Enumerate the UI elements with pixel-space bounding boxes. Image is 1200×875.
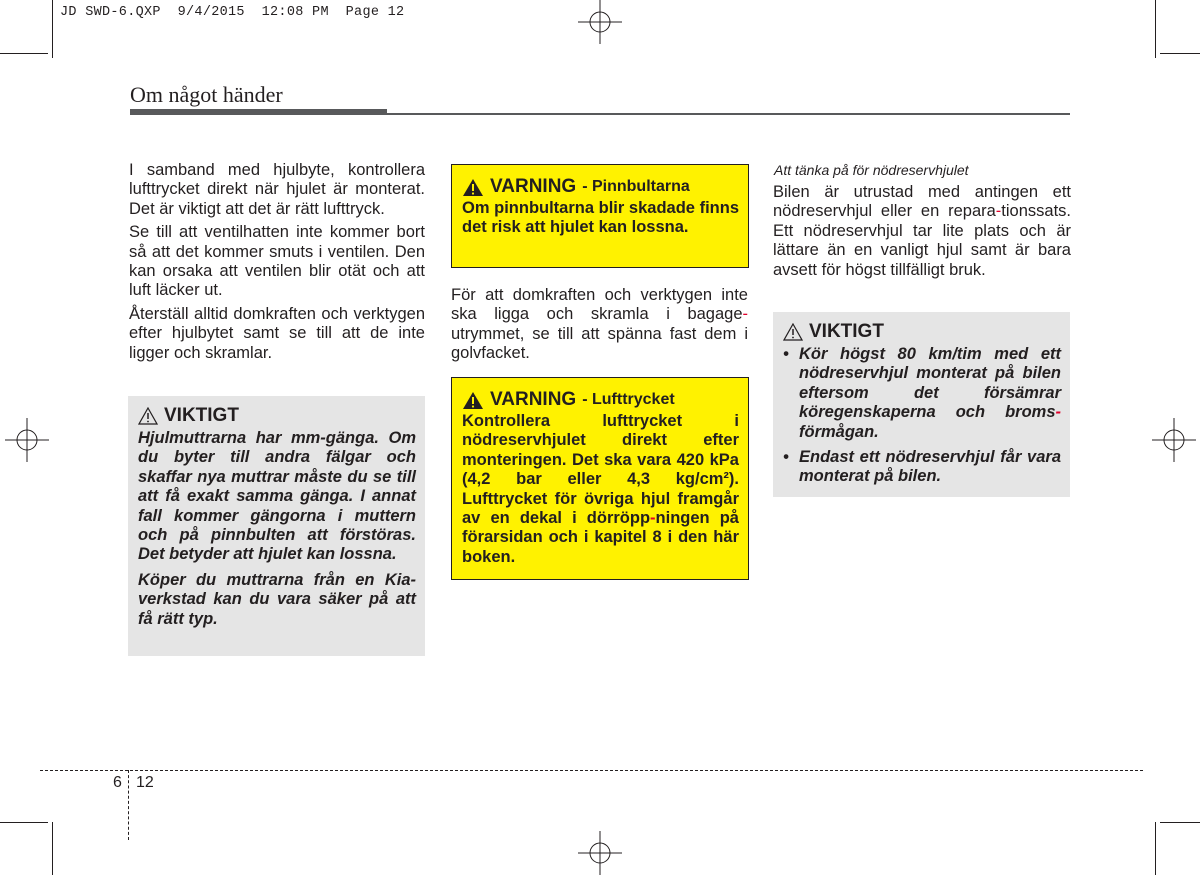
registration-mark-icon: [5, 418, 49, 462]
viktigt-paragraph: Hjulmuttrarna har mm-gänga. Om du byter till andra fälgar och skaffar nya muttrar måste du se till att få exakt samma gänga. I annat fall kommer gängorna i muttern och på pinnbulten att förstöras. Det betyder att hjulet kan lossna.: [138, 429, 416, 564]
paragraph: Återställ alltid domkraften och verktygen efter hjulbytet samt se till att de inte ligger och skramlar.: [129, 304, 425, 362]
crop-mark: [1155, 0, 1156, 58]
warning-box: [451, 377, 749, 580]
registration-mark-icon: [1152, 418, 1196, 462]
title-bar: [130, 109, 387, 115]
viktigt-box: [773, 312, 1070, 497]
warning-label: VARNING: [490, 176, 577, 197]
column-3-text: [773, 183, 1071, 284]
caution-triangle-icon: [138, 407, 158, 425]
footer-divider: [128, 770, 129, 840]
viktigt-heading: [783, 321, 1061, 343]
warning-subject: - Lufttrycket: [582, 391, 675, 408]
warning-text-part: ningen på förarsidan och i kapitel 8 i den här boken.: [462, 509, 739, 566]
paragraph: I samband med hjulbyte, kontrollera lufttrycket direkt när hjulet är monterat. Det är viktigt att det är rätt lufttryck.: [129, 161, 425, 218]
crop-mark: [0, 53, 48, 54]
hyphen: -: [742, 305, 748, 324]
bullet-text: förmågan.: [799, 422, 879, 441]
subheading: Att tänka på för nödreservhjulet: [774, 162, 969, 178]
paragraph: tionssats. Ett nödreservhjul tar lite plats och är lättare än en vanligt hjul samt är bara avsett för högst tillfälligt bruk.: [773, 202, 1071, 279]
paragraph: För att domkraften och verktygen inte ska ligga och skramla i bagage: [451, 286, 748, 324]
caution-triangle-icon: [783, 323, 803, 341]
bullet-marker: •: [783, 448, 789, 467]
column-2-text: [451, 286, 748, 368]
paragraph: Bilen är utrustad med antingen ett nödreservhjul eller en repara: [773, 183, 1071, 221]
viktigt-label: VIKTIGT: [164, 405, 239, 426]
paragraph: Se till att ventilhatten inte kommer bort så att det kommer smuts i ventilen. Den kan orsaka att ventilen blir otät och att luft läcker ut.: [129, 223, 425, 300]
viktigt-label: VIKTIGT: [809, 321, 884, 342]
page-number: 12: [136, 774, 154, 791]
crop-mark: [1160, 53, 1200, 54]
crop-mark: [1155, 822, 1156, 875]
hyphen: -: [995, 202, 1002, 221]
warning-heading: [462, 176, 739, 198]
crop-mark: [0, 822, 48, 823]
warning-text-part: Kontrollera lufttrycket i nödreservhjulet direkt efter monteringen. Det ska vara 420 kPa (4,2 bar eller 4,3 kg/cm²). Lufttrycket för övriga hjul framgår av en dekal i dörröpp: [462, 412, 739, 528]
chapter-number: 6: [113, 774, 122, 791]
warning-heading: [462, 389, 739, 411]
warning-box: [451, 164, 749, 268]
viktigt-box: [128, 396, 425, 656]
hyphen: -: [1055, 403, 1061, 422]
bullet-text: Endast ett nödreservhjul får vara monterat på bilen.: [799, 448, 1061, 486]
section-title: Om något händer: [130, 82, 283, 107]
paragraph: utrymmet, se till att spänna fast dem i golvfacket.: [451, 324, 748, 363]
registration-mark-icon: [578, 0, 622, 44]
list-item: [783, 345, 1061, 442]
crop-mark: [52, 0, 53, 58]
column-1-text: [129, 161, 425, 367]
warning-text: Om pinnbultarna blir skadade finns det risk att hjulet kan lossna.: [462, 199, 739, 237]
warning-label: VARNING: [490, 389, 577, 410]
warning-text: [462, 412, 739, 567]
footer-rule: [40, 770, 1143, 771]
crop-mark: [1160, 822, 1200, 823]
crop-mark: [52, 822, 53, 875]
warning-triangle-icon: [462, 178, 484, 197]
title-rule: [387, 113, 1070, 115]
bullet-marker: •: [783, 345, 789, 363]
warning-triangle-icon: [462, 391, 484, 410]
registration-mark-icon: [578, 831, 622, 875]
print-header: JD SWD-6.QXP 9/4/2015 12:08 PM Page 12: [60, 5, 405, 20]
bullet-text: Kör högst 80 km/tim med ett nödreservhjul monterat på bilen eftersom det försämrar köregenskaperna och broms: [799, 345, 1061, 422]
hyphen: -: [650, 509, 656, 528]
viktigt-paragraph: Köper du muttrarna från en Kia-verkstad kan du vara säker på att få rätt typ.: [138, 570, 416, 628]
viktigt-bullets: [783, 345, 1061, 487]
list-item: [783, 448, 1061, 487]
warning-subject: - Pinnbultarna: [582, 178, 690, 195]
viktigt-heading: [138, 405, 416, 427]
